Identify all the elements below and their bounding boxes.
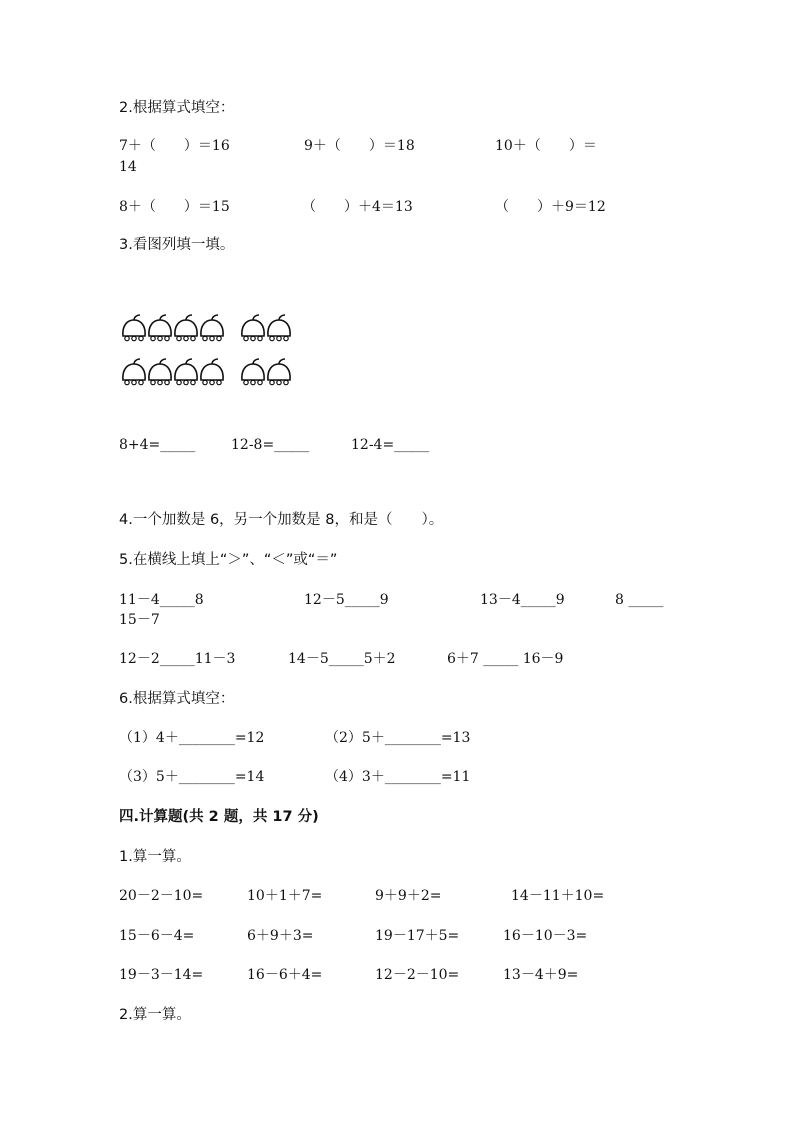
calc-item: 19－3－14= (119, 967, 204, 983)
sec3-eq1: 8+4=_____ (119, 437, 196, 453)
bell-icon (242, 315, 264, 341)
bell-pepper-picture (116, 310, 316, 400)
sec5-row2-c: 6＋7 _____ 16－9 (447, 651, 564, 667)
calc-item: 12－2－10= (375, 967, 460, 983)
bell-icon (268, 315, 290, 341)
sec6-q2: （2）5＋________=13 (325, 730, 471, 746)
sec2-row1-c: 10＋（ ）＝ (495, 138, 597, 154)
calc-item: 10＋1＋7= (247, 888, 323, 904)
calc-item: 14－11＋10= (511, 888, 605, 904)
sec2-row2-b: （ ）＋4＝13 (302, 199, 413, 215)
calc-item: 16－10－3= (503, 928, 588, 944)
sec2-row1-c-cont: 14 (119, 159, 137, 175)
sec3-eq3: 12-4=_____ (351, 437, 430, 453)
sec3-eq2: 12-8=_____ (231, 437, 310, 453)
calc-item: 6＋9＋3= (247, 928, 314, 944)
calc1-title: 1.算一算。 (119, 849, 191, 865)
bell-icon (268, 359, 290, 385)
sec5-title: 5.在横线上填上“＞”、“＜”或“＝” (119, 552, 338, 568)
bell-icon (201, 315, 223, 341)
sec5-row1-d-cont: 15－7 (119, 612, 160, 628)
calc-item: 13－4＋9= (503, 967, 579, 983)
sec4-question: 4.一个加数是 6，另一个加数是 8，和是（ ）。 (119, 512, 444, 528)
sec6-q1: （1）4＋________=12 (119, 730, 265, 746)
bell-icon (175, 359, 197, 385)
sec6-title: 6.根据算式填空： (119, 691, 235, 707)
sec5-row2-a: 12－2_____11－3 (119, 651, 236, 667)
bell-icon (242, 359, 264, 385)
bell-icon (123, 359, 145, 385)
sec6-q3: （3）5＋________=14 (119, 769, 265, 785)
sec2-row2-c: （ ）＋9＝12 (495, 199, 606, 215)
calc-item: 19－17＋5= (375, 928, 460, 944)
bell-icon (149, 359, 171, 385)
sec2-row2-a: 8＋（ ）＝15 (119, 199, 230, 215)
bell-icon (201, 359, 223, 385)
sec5-row1-c: 13－4_____9 (480, 592, 565, 608)
sec2-title: 2.根据算式填空： (119, 100, 235, 116)
calc-item: 20－2－10= (119, 888, 204, 904)
sec2-row1-b: 9＋（ ）＝18 (304, 138, 415, 154)
sec5-row2-b: 14－5_____5＋2 (288, 651, 396, 667)
bell-icon (149, 315, 171, 341)
sec3-title: 3.看图列填一填。 (119, 237, 235, 253)
sec5-row1-a: 11－4_____8 (119, 592, 204, 608)
bell-icon (123, 315, 145, 341)
sec5-row1-b: 12－5_____9 (304, 592, 389, 608)
part4-heading: 四.计算题(共 2 题，共 17 分) (119, 809, 319, 825)
bell-icon (175, 315, 197, 341)
sec2-row1-a: 7＋（ ）＝16 (119, 138, 230, 154)
calc2-title: 2.算一算。 (119, 1007, 191, 1023)
calc-item: 15－6－4= (119, 928, 195, 944)
calc-item: 9＋9＋2= (375, 888, 442, 904)
calc-item: 16－6＋4= (247, 967, 323, 983)
sec6-q4: （4）3＋________=11 (325, 769, 471, 785)
sec5-row1-d: 8 _____ (615, 592, 664, 608)
